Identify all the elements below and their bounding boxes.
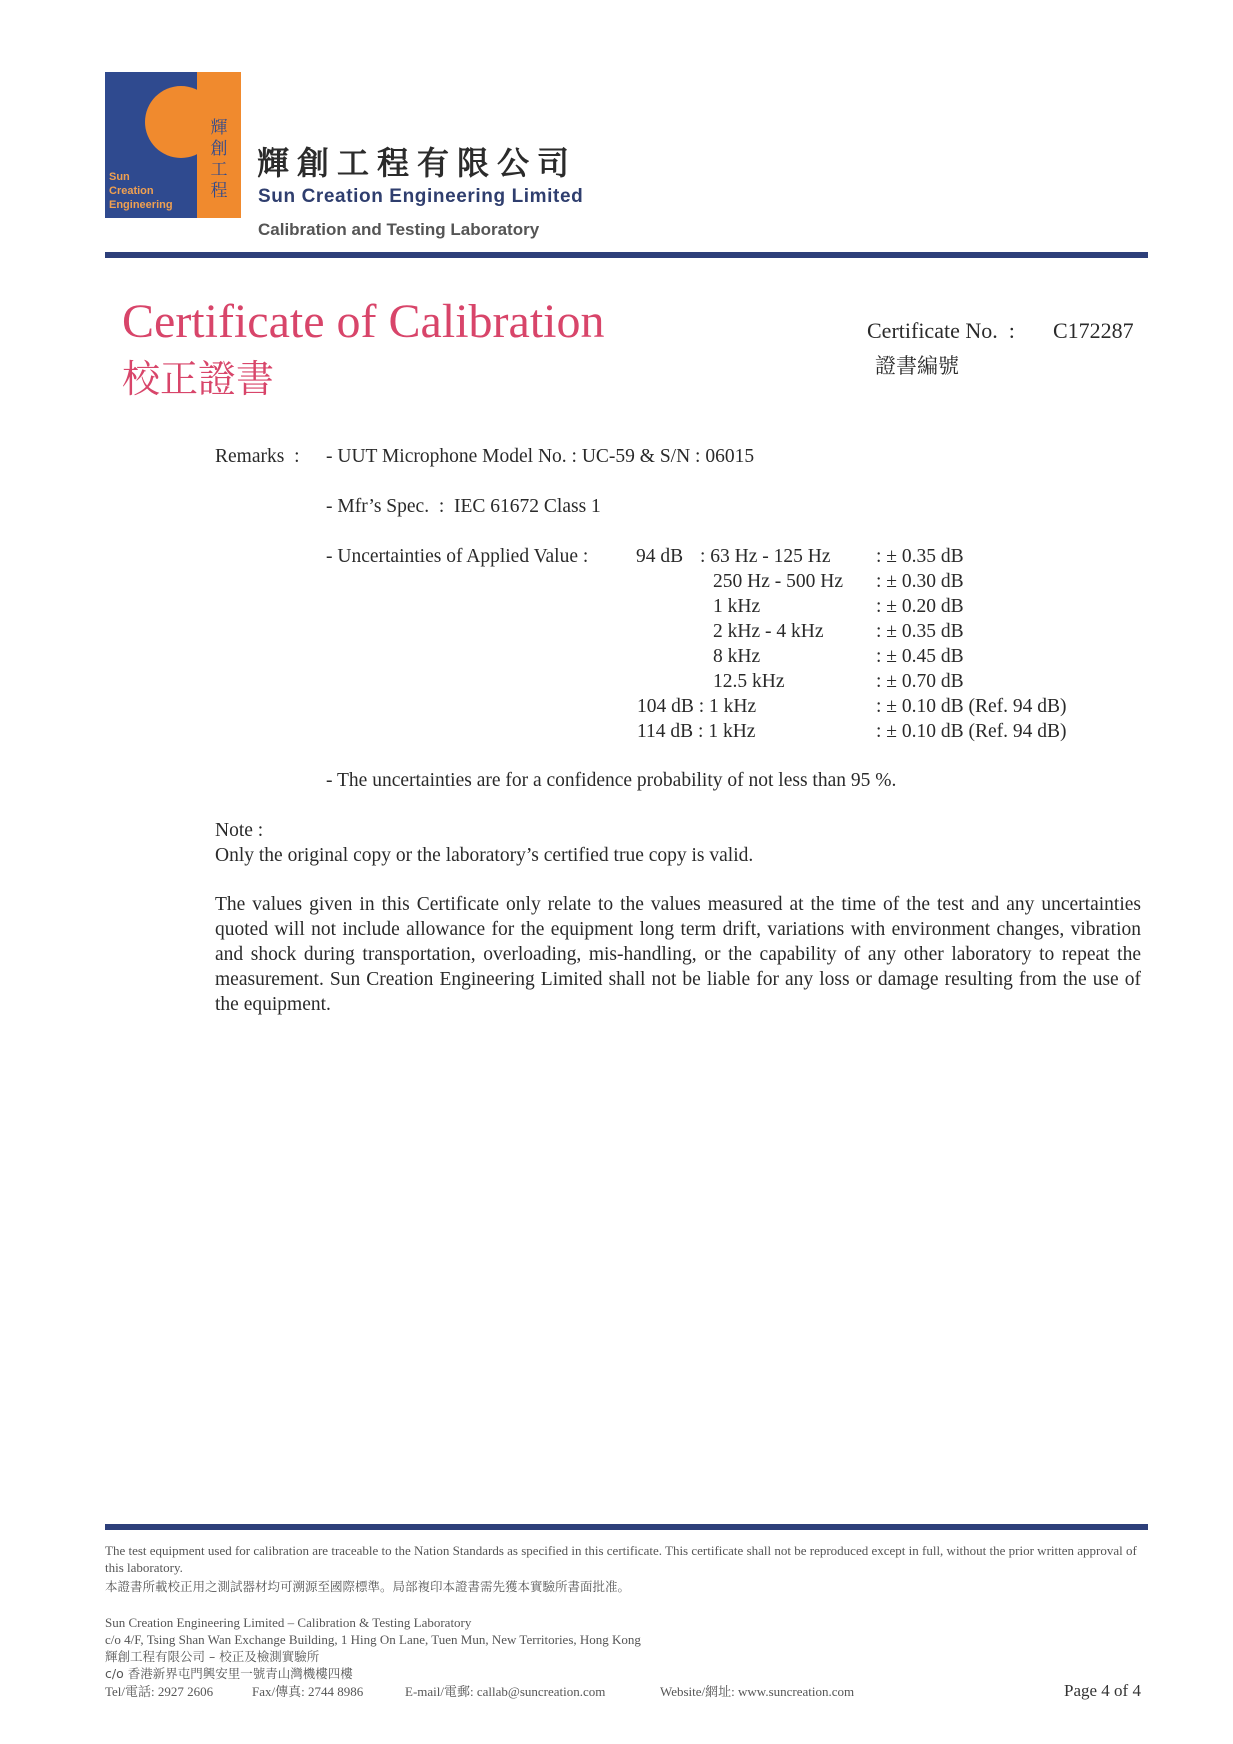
unc-value: : ± 0.35 dB (876, 621, 964, 642)
footer-company-line: Sun Creation Engineering Limited – Calibration & Testing Laboratory (105, 1615, 472, 1630)
unc-value: : ± 0.45 dB (876, 646, 964, 667)
unc-level: 94 dB (636, 546, 684, 567)
logo-char: 程 (210, 181, 228, 201)
footer-email: E-mail/電郵: callab@suncreation.com (405, 1684, 606, 1699)
footer-address-cn: c/o 香港新界屯門興安里一號青山灣機樓四樓 (105, 1666, 353, 1681)
disclaimer-paragraph: The values given in this Certificate only relate to the values measured at the time of the test and any uncertainties quoted will not include allowance for the equipment long term drift, variations with environment changes, vibration and shock during transportation, overloading, mis-handling, or the capability of any other laboratory to repeat the measurement. Sun Creation Engineering Limited shall not be liable for any loss or damage resulting from the use of the equipment. (215, 894, 1141, 1015)
footer-website: Website/網址: www.suncreation.com (660, 1684, 855, 1699)
footer-traceability-en: The test equipment used for calibration are traceable to the Nation Standards as specified in this certificate. This certificate shall not be reproduced except in full, without the prior written approval of this laboratory. (105, 1543, 1137, 1575)
footer-fax: Fax/傳真: 2744 8986 (252, 1684, 364, 1699)
mfr-spec-line: - Mfr’s Spec. : IEC 61672 Class 1 (326, 496, 601, 517)
logo-line: Creation (109, 185, 154, 197)
uncertainties-label: - Uncertainties of Applied Value : (326, 546, 589, 567)
certificate-title-en: Certificate of Calibration (122, 295, 605, 348)
page-number: Page 4 of 4 (1064, 1681, 1141, 1700)
unc-frequency: 1 kHz (713, 596, 761, 617)
logo-char: 創 (210, 139, 228, 159)
certificate-number-label: Certificate No. : (867, 318, 1015, 343)
logo-line: Engineering (109, 199, 173, 211)
unc-value: : ± 0.35 dB (876, 546, 964, 567)
lab-name: Calibration and Testing Laboratory (258, 220, 540, 239)
header-divider (105, 252, 1148, 258)
footer-traceability-cn: 本證書所載校正用之測試器材均可溯源至國際標準。局部複印本證書需先獲本實驗所書面批准。 (105, 1579, 631, 1594)
logo-char: 輝 (210, 118, 228, 138)
unc-value: : ± 0.20 dB (876, 596, 964, 617)
unc-frequency: 250 Hz - 500 Hz (713, 571, 843, 592)
unc-value: : ± 0.10 dB (Ref. 94 dB) (876, 696, 1067, 717)
note-text: Only the original copy or the laboratory’s certified true copy is valid. (215, 845, 754, 866)
certificate-number-label-cn: 證書編號 (875, 354, 959, 378)
confidence-line: - The uncertainties are for a confidence probability of not less than 95 %. (326, 770, 897, 791)
certificate-number: C172287 (1053, 318, 1134, 343)
unc-frequency: 8 kHz (713, 646, 761, 667)
logo-chinese-text (205, 118, 233, 202)
note-label: Note : (215, 820, 264, 841)
logo-line: Sun (109, 171, 130, 183)
company-name-en: Sun Creation Engineering Limited (258, 186, 584, 207)
logo-english-text (109, 170, 197, 212)
certificate-title-cn: 校正證書 (122, 357, 275, 401)
logo-char: 工 (210, 160, 228, 180)
unc-level: 104 dB : 1 kHz (637, 696, 757, 717)
uut-model-line: - UUT Microphone Model No. : UC-59 & S/N : 06015 (326, 446, 755, 467)
unc-value: : ± 0.10 dB (Ref. 94 dB) (876, 721, 1067, 742)
footer-address-en: c/o 4/F, Tsing Shan Wan Exchange Building, 1 Hing On Lane, Tuen Mun, New Territories, Hong Kong (105, 1632, 641, 1647)
unc-frequency: : 63 Hz - 125 Hz (700, 546, 831, 567)
unc-frequency: 2 kHz - 4 kHz (713, 621, 824, 642)
footer-tel: Tel/電話: 2927 2606 (105, 1684, 214, 1699)
unc-level: 114 dB : 1 kHz (637, 721, 756, 742)
footer-company-cn: 輝創工程有限公司 – 校正及檢測實驗所 (105, 1649, 320, 1664)
unc-value: : ± 0.30 dB (876, 571, 964, 592)
remarks-label: Remarks : (215, 446, 300, 467)
unc-value: : ± 0.70 dB (876, 671, 964, 692)
unc-frequency: 12.5 kHz (713, 671, 785, 692)
footer-divider (105, 1524, 1148, 1530)
company-name-cn: 輝創工程有限公司 (257, 144, 578, 182)
